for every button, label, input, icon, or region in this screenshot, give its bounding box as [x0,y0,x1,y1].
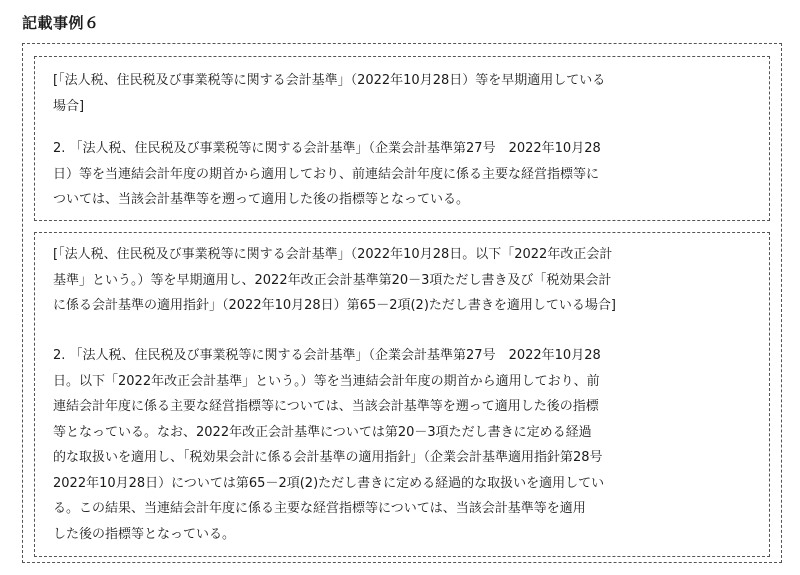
heading-line: に係る会計基準の適用指針」（2022年10月28日）第65－2項(2)ただし書きを適用している場合] [53,298,616,313]
heading-line: 場合] [53,98,85,114]
body-line: 日。以下「2022年改正会計基準」という。）等を当連結会計年度の期首から適用しており、前 [53,373,600,389]
body-line: 等となっている。なお、2022年改正会計基準については第20－3項ただし書きに定める経過 [53,424,592,440]
heading-line: 基準」という。）等を早期適用し、2022年改正会計基準第20－3項ただし書き及び「税効果会計 [53,272,612,288]
page-title: 記載事例６ [22,14,100,32]
example-box-2 [34,232,770,557]
example-1-body [53,136,753,213]
example-2-heading [53,242,753,319]
body-line: 的な取扱いを適用し、「税効果会計に係る会計基準の適用指針」（企業会計基準適用指針第28号 [53,450,603,465]
body-line: ついては、当該会計基準等を遡って適用した後の指標等となっている。 [53,192,470,207]
body-line: 連結会計年度に係る主要な経営指標等については、当該会計基準等を遡って適用した後の指標 [53,399,599,414]
body-line: 2. 「法人税、住民税及び事業税等に関する会計基準」（企業会計基準第27号 2022年10月28 [53,348,601,363]
body-line: 2. 「法人税、住民税及び事業税等に関する会計基準」（企業会計基準第27号 2022年10月28 [53,141,601,156]
example-1-heading [53,68,753,119]
example-2-body [53,343,753,547]
body-line: る。この結果、当連結会計年度に係る主要な経営指標等については、当該会計基準等を適用 [53,501,586,516]
heading-line: [「法人税、住民税及び事業税等に関する会計基準」（2022年10月28日。以下「2022年改正会計 [53,247,613,262]
body-line: 日）等を当連結会計年度の期首から適用しており、前連結会計年度に係る主要な経営指標等に [53,166,600,182]
body-line: 2022年10月28日）については第65－2項(2)ただし書きに定める経過的な取扱いを適用してい [53,475,605,491]
example-box-1 [34,56,770,221]
heading-line: [「法人税、住民税及び事業税等に関する会計基準」（2022年10月28日）等を早期適用している [53,73,606,88]
body-line: した後の指標等となっている。 [53,526,236,542]
